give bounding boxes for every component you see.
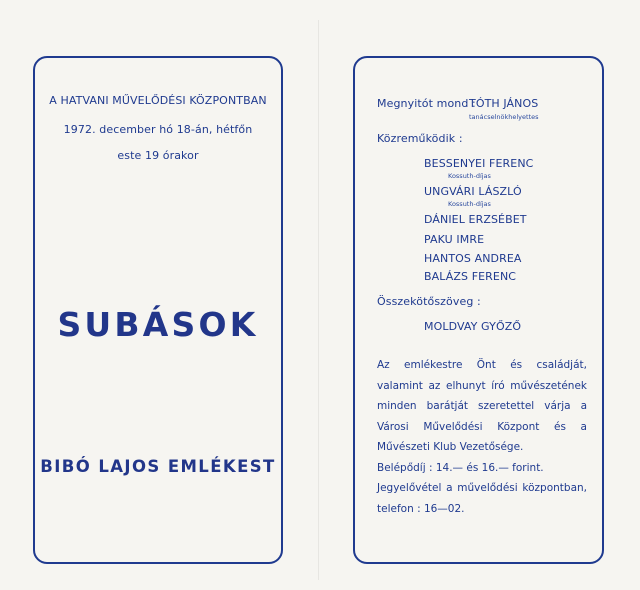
cover-panel <box>33 56 283 564</box>
opening-role: tanácselnökhelyettes <box>469 113 539 121</box>
performer-name: UNGVÁRI LÁSZLÓ <box>424 185 522 198</box>
subtitle: BIBÓ LAJOS EMLÉKEST <box>40 457 276 476</box>
performers-label: Közreműködik : <box>377 132 463 145</box>
performer-note: Kossuth-díjas <box>448 200 491 208</box>
venue-line: A HATVANI MŰVELŐDÉSI KÖZPONTBAN <box>49 94 267 107</box>
date-line: 1972. december hó 18-án, hétfőn <box>63 123 253 136</box>
page-fold <box>318 20 319 580</box>
opening-label: Megnyitót mond : <box>377 97 476 110</box>
opening-name: TÓTH JÁNOS <box>469 97 539 110</box>
performer-name: DÁNIEL ERZSÉBET <box>424 213 527 226</box>
narration-label: Összekötőszöveg : <box>377 295 481 308</box>
performer-name: BESSENYEI FERENC <box>424 157 534 170</box>
performer-name: BALÁZS FERENC <box>424 270 517 283</box>
ticket-price: Belépődíj : 14.— és 16.— forint. <box>377 461 544 474</box>
performer-note: Kossuth-díjas <box>448 172 491 180</box>
narration-name: MOLDVAY GYŐZŐ <box>424 320 522 333</box>
invitation-text: Az emlékestre Önt és családját, valamint az elhunyt író művészetének minden barátját szeretettel várja a Városi Művelődési Központ és a Művészeti Klub Vezetősége. <box>377 359 587 453</box>
invitation-block <box>377 355 587 519</box>
performer-name: HANTOS ANDREA <box>424 252 522 265</box>
main-title: SUBÁSOK <box>57 305 259 344</box>
reservation-info: Jegyelővétel a művelődési központban, telefon : 16—02. <box>377 482 587 515</box>
time-line: este 19 órakor <box>117 149 199 162</box>
performer-name: PAKU IMRE <box>424 233 485 246</box>
program-panel <box>353 56 604 564</box>
